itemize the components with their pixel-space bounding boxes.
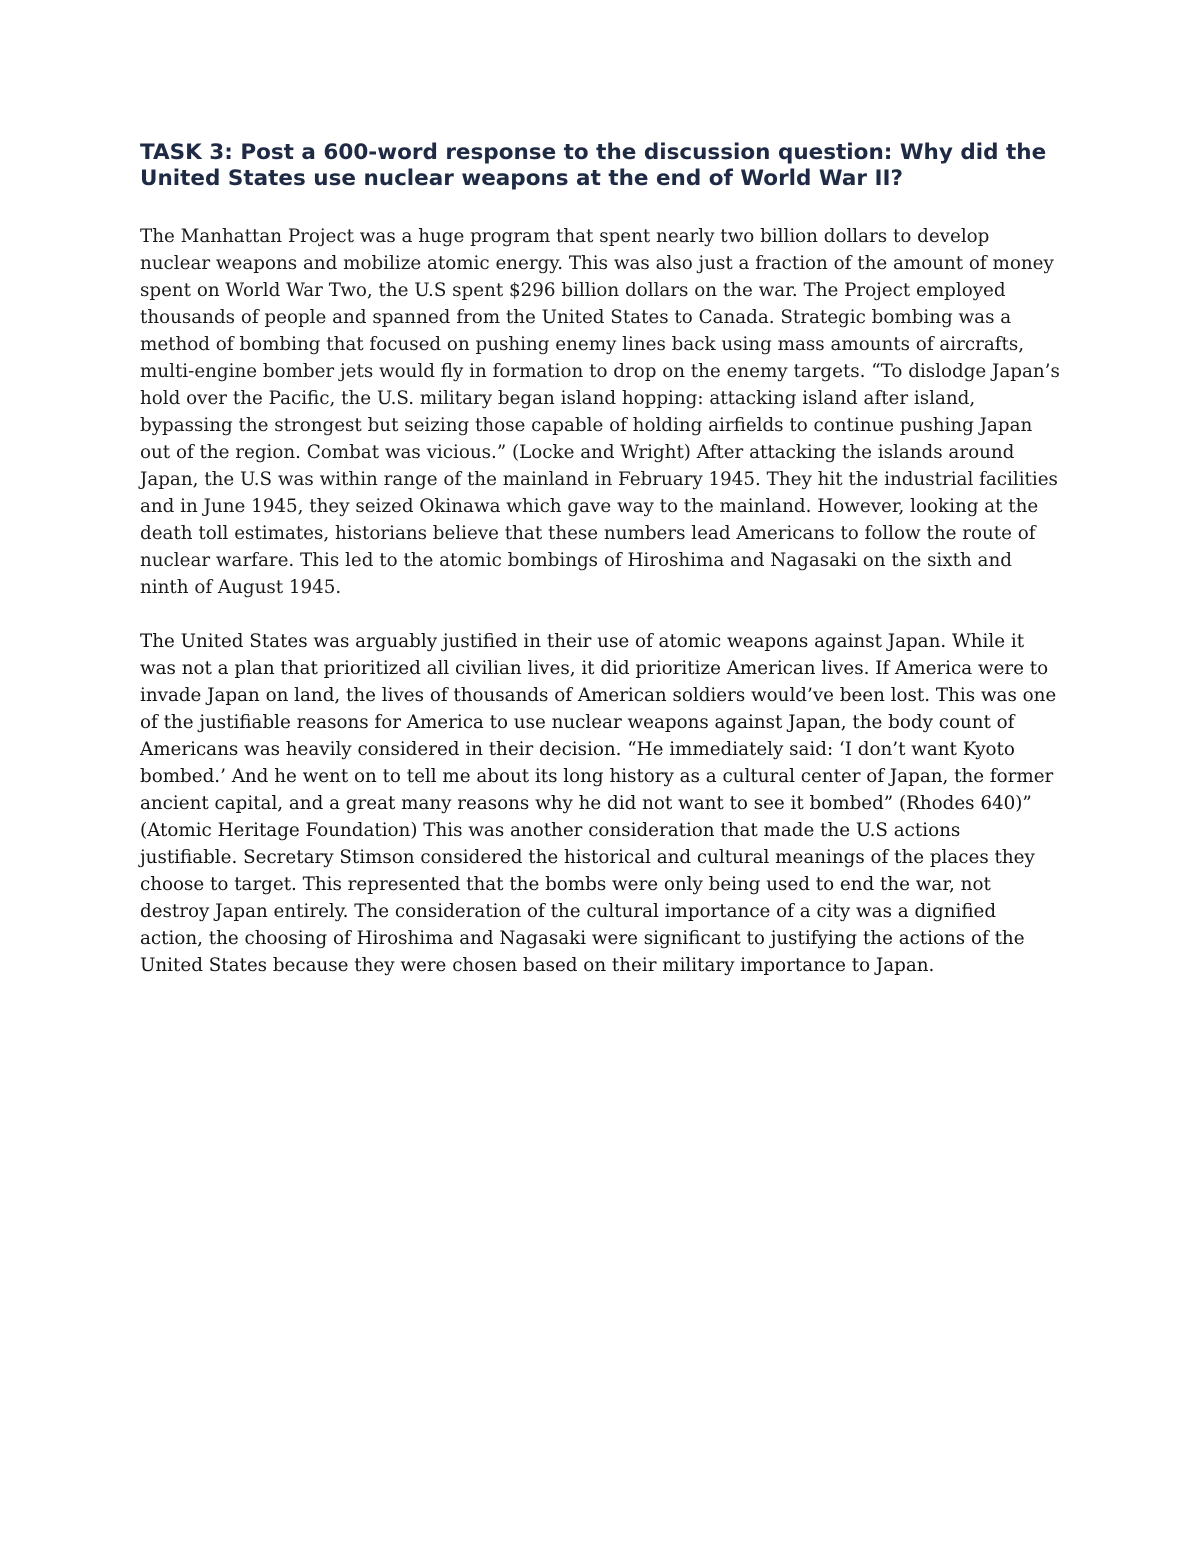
paragraph-justification: The United States was arguably justified in their use of atomic weapons against Japan. While it was not a plan that prioritized all civilian lives, it did prioritize American lives. If America were to invade Japan on land, the lives of thousands of American soldiers would’ve been lost. This was one of the justifiable reasons for America to use nuclear weapons against Japan, the body count of Americans was heavily considered in their decision. “He immediately said: ‘I don’t want Kyoto bombed.’ And he went on to tell me about its long history as a cultural center of Japan, the former ancient capital, and a great many reasons why he did not want to see it bombed” (Rhodes 640)” (Atomic Heritage Foundation) This was another consideration that made the U.S actions justifiable. Secretary Stimson considered the historical and cultural meanings of the places they choose to target. This represented that the bombs were only being used to end the war, not destroy Japan entirely. The consideration of the cultural importance of a city was a dignified action, the choosing of Hiroshima and Nagasaki were significant to justifying the actions of the United States because they were chosen based on their military importance to Japan. [140, 631, 1057, 976]
document-content [140, 140, 1060, 1006]
discussion-question: Why did the United States use nuclear weapons at the end of World War II? [140, 140, 1047, 191]
paragraph-manhattan-project: The Manhattan Project was a huge program that spent nearly two billion dollars to develop nuclear weapons and mobilize atomic energy. This was also just a fraction of the amount of money spent on World War Two, the U.S spent $296 billion dollars on the war. The Project employed thousands of people and spanned from the United States to Canada. Strategic bombing was a method of bombing that focused on pushing enemy lines back using mass amounts of aircrafts, multi-engine bomber jets would fly in formation to drop on the enemy targets. “To dislodge Japan’s hold over the Pacific, the U.S. military began island hopping: attacking island after island, bypassing the strongest but seizing those capable of holding airfields to continue pushing Japan out of the region. Combat was vicious.” (Locke and Wright) After attacking the islands around Japan, the U.S was within range of the mainland in February 1945. They hit the industrial facilities and in June 1945, they seized Okinawa which gave way to the mainland. However, looking at the death toll estimates, historians believe that these numbers lead Americans to follow the route of nuclear warfare. This led to the atomic bombings of Hiroshima and Nagasaki on the sixth and ninth of August 1945. [140, 226, 1060, 598]
heading-text-before: Post a [232, 140, 324, 165]
heading-text-after: response to the discussion question: [437, 140, 900, 165]
task-heading [140, 140, 1060, 192]
word-count: 600-word [323, 140, 438, 165]
task-label: TASK 3: [140, 140, 233, 165]
